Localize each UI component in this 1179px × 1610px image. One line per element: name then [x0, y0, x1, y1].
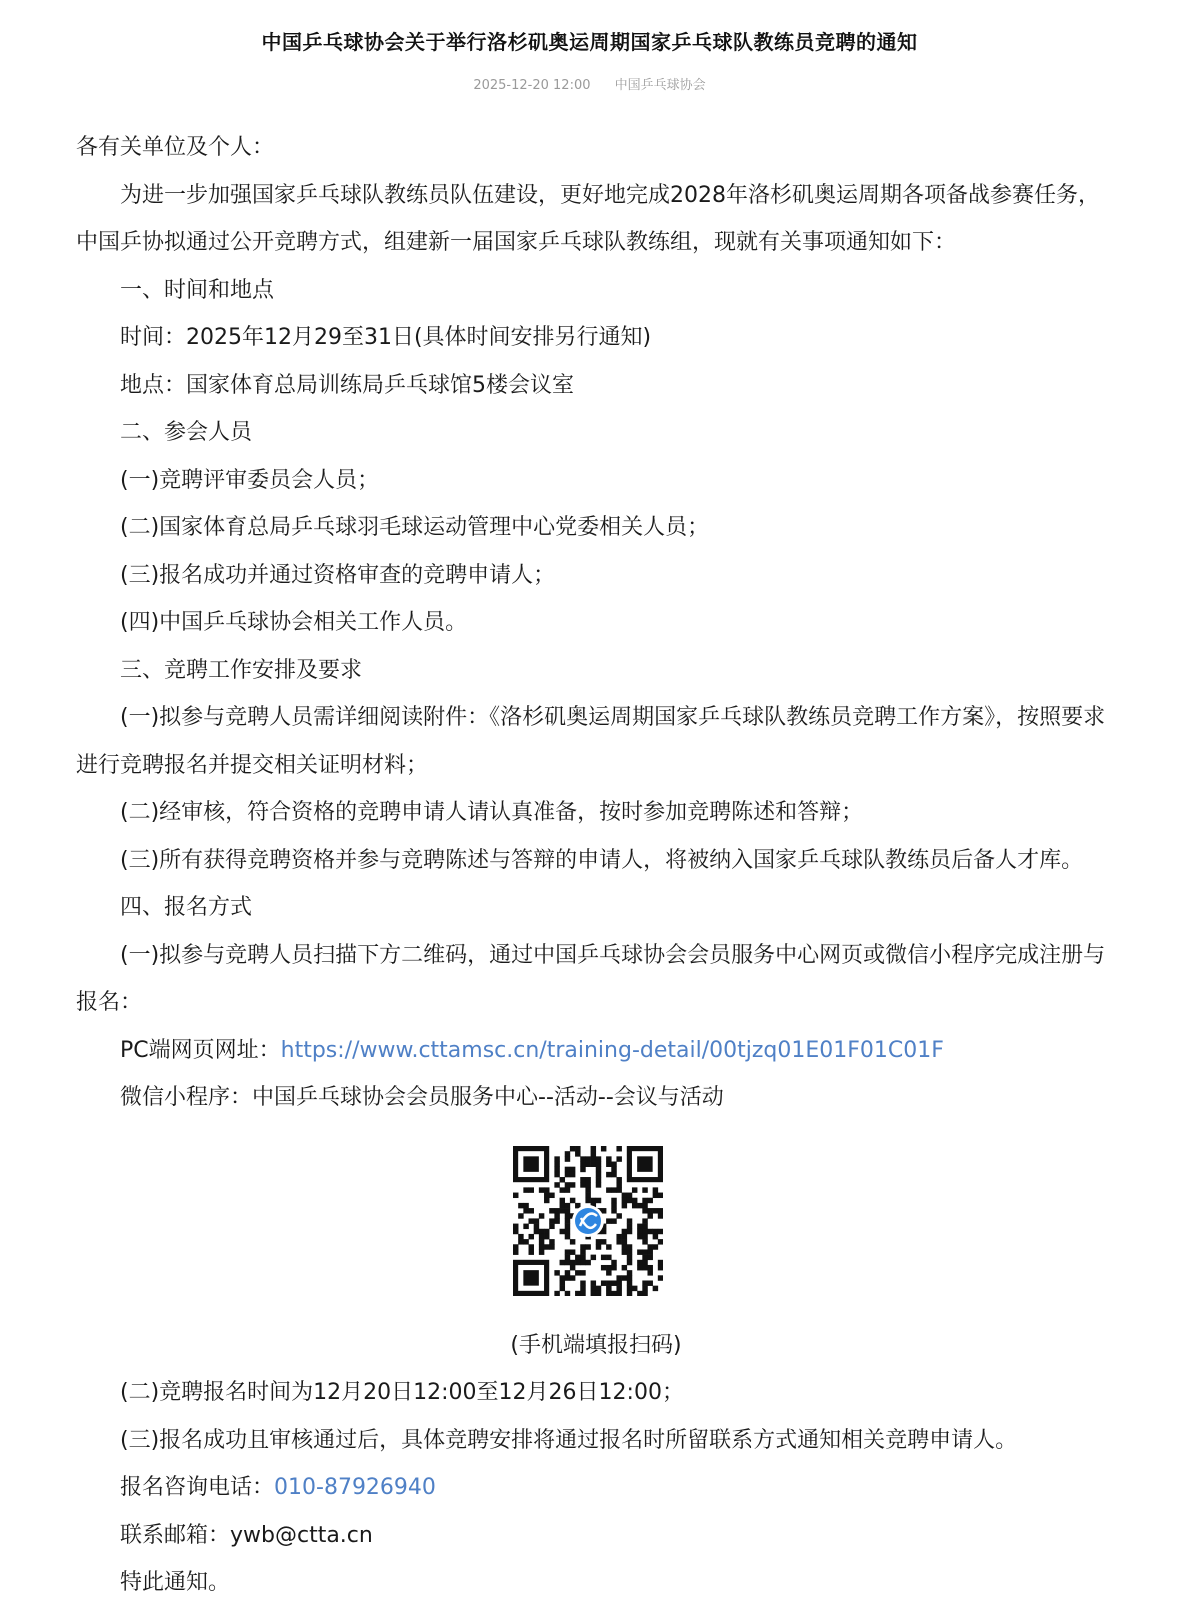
phone-line — [76, 1464, 1116, 1512]
intro-paragraph: 为进一步加强国家乒乓球队教练员队伍建设，更好地完成2028年洛杉矶奥运周期各项备战参赛任务，中国乒协拟通过公开竞聘方式，组建新一届国家乒乓球队教练组，现就有关事项通知如下： — [76, 182, 1100, 255]
qr-code-block — [76, 1122, 1116, 1322]
requirement-item: (一)拟参与竞聘人员需详细阅读附件：《洛杉矶奥运周期国家乒乓球队教练员竞聘工作方案》，按照要求进行竞聘报名并提交相关证明材料； — [76, 705, 1106, 778]
section-heading-4: 四、报名方式 — [120, 895, 253, 920]
section-heading-1: 一、时间和地点 — [120, 277, 275, 303]
registration-item: (一)拟参与竞聘人员扫描下方二维码，通过中国乒乓球协会会员服务中心网页或微信小程序完成注册与报名： — [76, 942, 1106, 1015]
salutation: 各有关单位及个人： — [76, 135, 275, 160]
article-meta — [0, 74, 1179, 93]
qr-caption: (手机端填报扫码) — [510, 1332, 682, 1358]
pc-url-label: PC端网页网址： — [120, 1037, 281, 1063]
publish-datetime: 2025-12-20 12:00 — [473, 78, 591, 93]
section-heading-2: 二、参会人员 — [120, 420, 253, 445]
section-heading-3: 三、竞聘工作安排及要求 — [120, 657, 363, 683]
qr-code-icon — [513, 1146, 663, 1296]
email-line: 联系邮箱：ywb@ctta.cn — [120, 1522, 373, 1548]
closing-line: 特此通知。 — [120, 1570, 231, 1595]
article-body — [76, 124, 1116, 1607]
event-place: 地点：国家体育总局训练局乒乓球馆5楼会议室 — [120, 372, 574, 398]
attendee-item: (二)国家体育总局乒乓球羽毛球运动管理中心党委相关人员； — [120, 515, 710, 540]
pc-url-line — [76, 1027, 1116, 1075]
registration-item: (三)报名成功且审核通过后，具体竞聘安排将通过报名时所留联系方式通知相关竞聘申请人。 — [120, 1427, 1018, 1453]
attendee-item: (三)报名成功并通过资格审查的竞聘申请人； — [120, 562, 556, 588]
attendee-item: (一)竞聘评审委员会人员； — [120, 467, 380, 493]
registration-item: (二)竞聘报名时间为12月20日12:00至12月26日12:00； — [120, 1380, 684, 1405]
event-time: 时间：2025年12月29至31日(具体时间安排另行通知) — [120, 325, 652, 350]
pc-url-link[interactable]: https://www.cttamsc.cn/training-detail/00tjzq01E01F01C01F — [280, 1037, 944, 1063]
phone-link[interactable]: 010-87926940 — [274, 1475, 436, 1500]
publish-source: 中国乒乓球协会 — [614, 78, 706, 93]
phone-label: 报名咨询电话： — [120, 1475, 275, 1500]
article-title: 中国乒乓球协会关于举行洛杉矶奥运周期国家乒乓球队教练员竞聘的通知 — [261, 30, 918, 54]
attendee-item: (四)中国乒乓球协会相关工作人员。 — [120, 610, 468, 635]
requirement-item: (二)经审核，符合资格的竞聘申请人请认真准备，按时参加竞聘陈述和答辩； — [120, 800, 864, 825]
requirement-item: (三)所有获得竞聘资格并参与竞聘陈述与答辩的申请人，将被纳入国家乒乓球队教练员后备人才库。 — [120, 847, 1084, 873]
mini-program-line: 微信小程序：中国乒乓球协会会员服务中心--活动--会议与活动 — [120, 1085, 724, 1110]
